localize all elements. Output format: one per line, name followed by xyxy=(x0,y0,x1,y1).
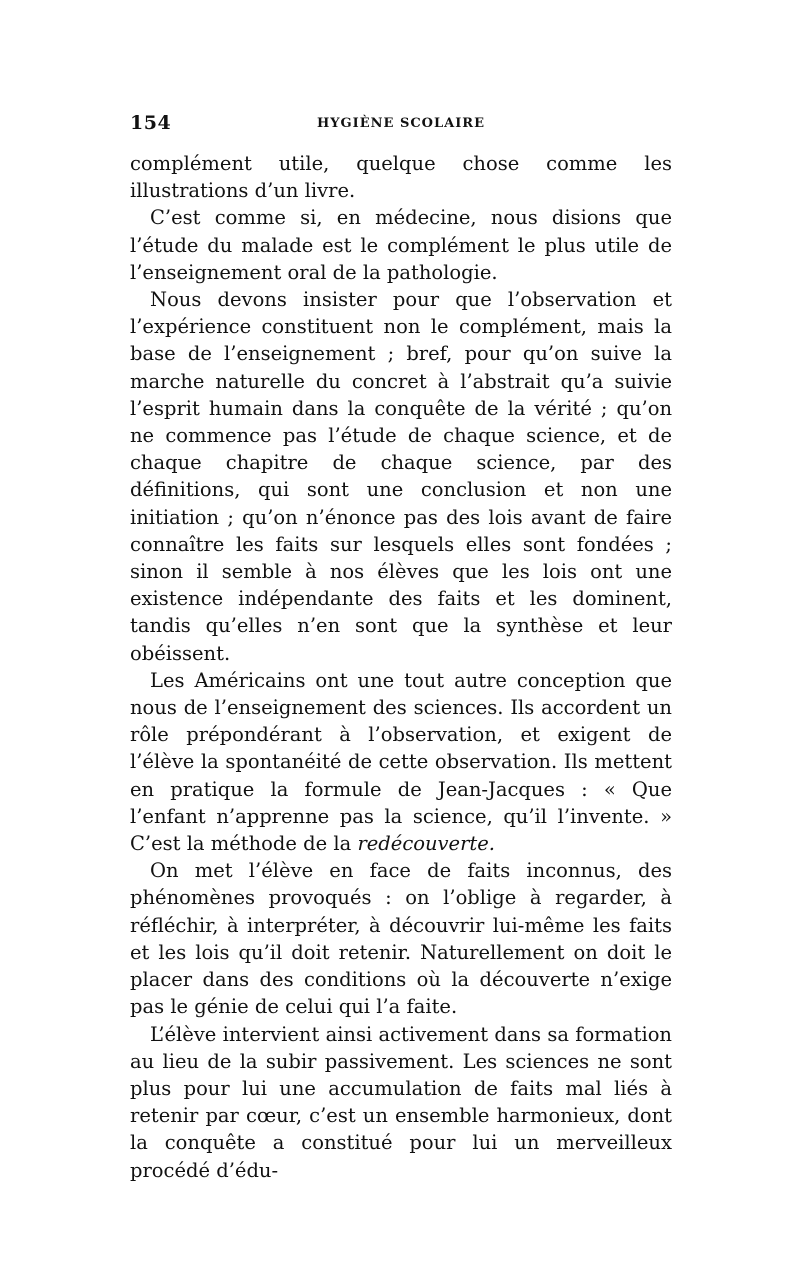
paragraph-medicine-analogy: C’est comme si, en médecine, nous disions que l’étude du malade est le complément le plus utile de l’enseignement oral de la pathologie. xyxy=(130,206,672,284)
paragraph-observation-experience: Nous devons insister pour que l’observation et l’expérience constituent non le complément, mais la base de l’enseignement ; bref, pour qu’on suive la marche naturelle du concret à l’abstrait qu’a suivie l’esprit humain dans la conquête de la vérité ; qu’on ne commence pas l’étude de chaque science, et de chaque chapitre de chaque science, par des définitions, qui sont une conclusion et non une initiation ; qu’on n’énonce pas des lois avant de faire connaître les faits sur lesquels elles sont fondées ; sinon il semble à nos élèves que les lois ont une existence indépendante des faits et les dominent, tandis qu’elles n’en sont que la synthèse et leur obéissent. xyxy=(130,288,672,665)
body-text xyxy=(130,150,672,1184)
book-page xyxy=(130,112,672,1184)
paragraph-americans xyxy=(130,667,672,857)
paragraph-americans-text: Les Américains ont une tout autre conception que nous de l’enseignement des sciences. Ils accordent un rôle prépondérant à l’observation, et exigent de l’élève la spontanéité de cette observation. Ils mettent en pratique la formule de Jean-Jacques : « Que l’enfant n’apprenne pas la science, qu’il l’invente. » C’est la méthode de la xyxy=(130,668,672,856)
italic-term-rediscovery: redécouverte. xyxy=(357,832,495,856)
paragraph-active-formation: L’élève intervient ainsi activement dans sa formation au lieu de la subir passivement. Les sciences ne sont plus pour lui une accumulation de faits mal liés à retenir par cœur, c’est un ensemble harmonieux, dont la conquête a constitué pour lui un merveilleux procédé d’édu- xyxy=(130,1022,672,1182)
running-head xyxy=(130,112,672,138)
paragraph-continuation: complément utile, quelque chose comme les illustrations d’un livre. xyxy=(130,152,672,203)
page-number: 154 xyxy=(130,112,172,134)
running-title: HYGIÈNE SCOLAIRE xyxy=(316,116,486,131)
paragraph-unknown-facts: On met l’élève en face de faits inconnus, des phénomènes provoqués : on l’oblige à regarder, à réfléchir, à interpréter, à découvrir lui-même les faits et les lois qu’il doit retenir. Naturellement on doit le placer dans des conditions où la découverte n’exige pas le génie de celui qui l’a faite. xyxy=(130,859,672,1019)
